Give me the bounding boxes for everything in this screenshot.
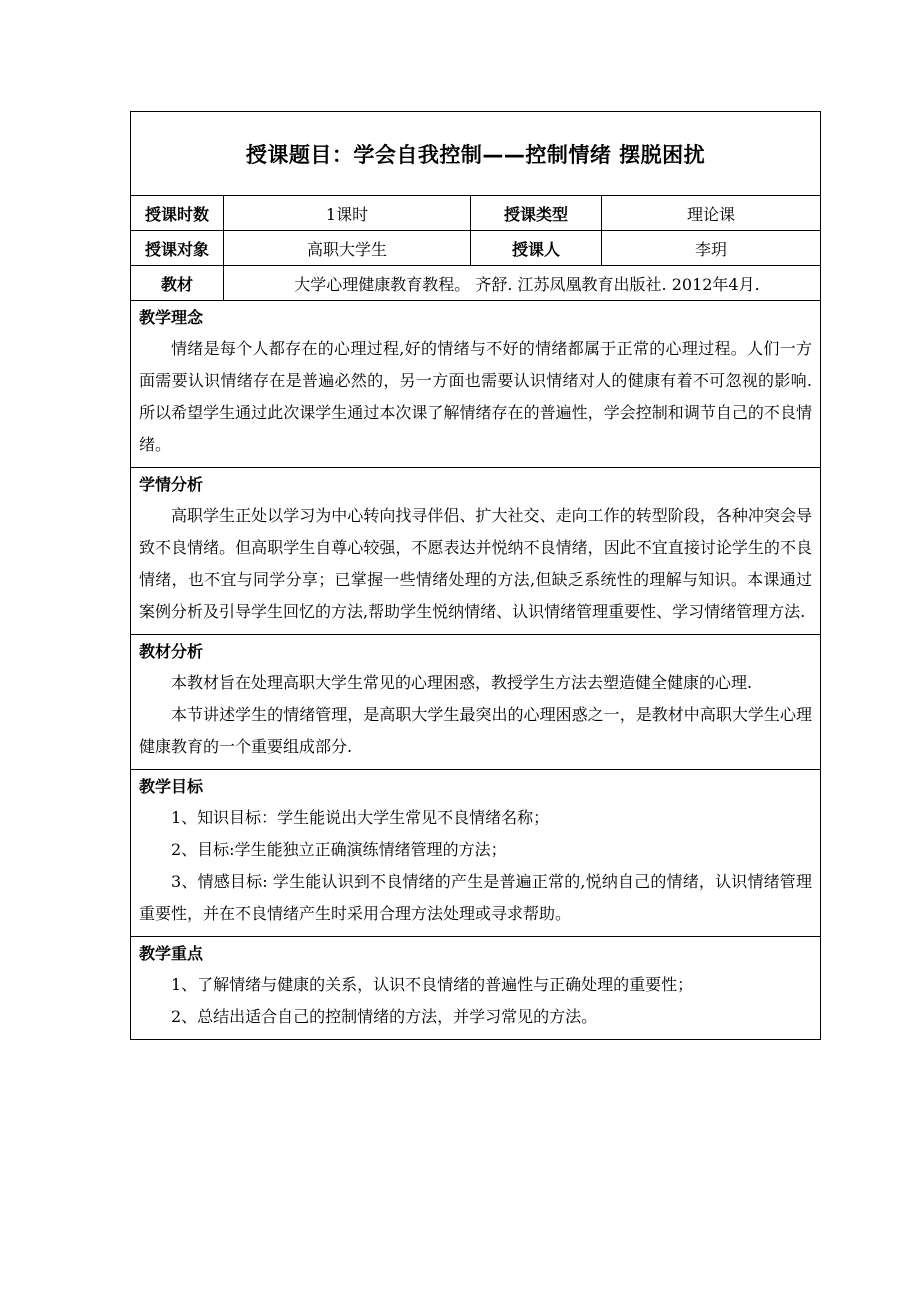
hours-label: 授课时数 [131,196,224,231]
section-textbook-analysis [131,635,821,770]
section-paragraph: 高职学生正处以学习为中心转向找寻伴侣、扩大社交、走向工作的转型阶段，各种冲突会导致不良情绪。但高职学生自尊心较强，不愿表达并悦纳不良情绪，因此不宜直接讨论学生的不良情绪，也不宜与同学分享；已掌握一些情绪处理的方法,但缺乏系统性的理解与知识。本课通过案例分析及引导学生回忆的方法,帮助学生悦纳情绪、认识情绪管理重要性、学习情绪管理方法. [139,506,812,621]
section-paragraph: 1、知识目标：学生能说出大学生常见不良情绪名称； [171,808,550,827]
section-heading: 学情分析 [139,475,204,494]
section-paragraph: 情绪是每个人都存在的心理过程,好的情绪与不好的情绪都属于正常的心理过程。人们一方面需要认识情绪存在是普遍必然的，另一方面也需要认识情绪对人的健康有着不可忽视的影响.所以希望学生通过此次课学生通过本次课了解情绪存在的普遍性，学会控制和调节自己的不良情绪。 [139,339,812,454]
teacher-label: 授课人 [471,231,602,266]
type-label: 授课类型 [471,196,602,231]
section-student-analysis [131,468,821,635]
section-teaching-goals [131,770,821,937]
lesson-plan-table [130,111,821,1040]
teacher-value: 李玥 [602,231,821,266]
section-paragraph: 2、目标:学生能独立正确演练情绪管理的方法； [171,840,507,859]
section-paragraph: 本教材旨在处理高职大学生常见的心理困惑，教授学生方法去塑造健全健康的心理. [171,673,753,692]
section-key-points [131,937,821,1040]
textbook-value: 大学心理健康教育教程。 齐舒. 江苏凤凰教育出版社. 2012年4月. [224,266,821,301]
textbook-label: 教材 [131,266,224,301]
section-teaching-philosophy [131,301,821,468]
section-paragraph: 3、情感目标: 学生能认识到不良情绪的产生是普遍正常的,悦纳自己的情绪，认识情绪管理重要性，并在不良情绪产生时采用合理方法处理或寻求帮助。 [139,872,812,923]
section-heading: 教学目标 [139,777,204,796]
section-paragraph: 2、总结出适合自己的控制情绪的方法，并学习常见的方法。 [171,1007,598,1026]
section-heading: 教学理念 [139,308,204,327]
page-title: 授课题目：学会自我控制——控制情绪 摆脱困扰 [131,112,821,196]
audience-label: 授课对象 [131,231,224,266]
section-paragraph: 本节讲述学生的情绪管理，是高职大学生最突出的心理困惑之一，是教材中高职大学生心理健康教育的一个重要组成部分. [139,705,812,756]
section-paragraph: 1、了解情绪与健康的关系，认识不良情绪的普遍性与正确处理的重要性； [171,975,694,994]
audience-value: 高职大学生 [224,231,471,266]
section-heading: 教学重点 [139,944,204,963]
type-value: 理论课 [602,196,821,231]
section-heading: 教材分析 [139,642,204,661]
hours-value: 1课时 [224,196,471,231]
